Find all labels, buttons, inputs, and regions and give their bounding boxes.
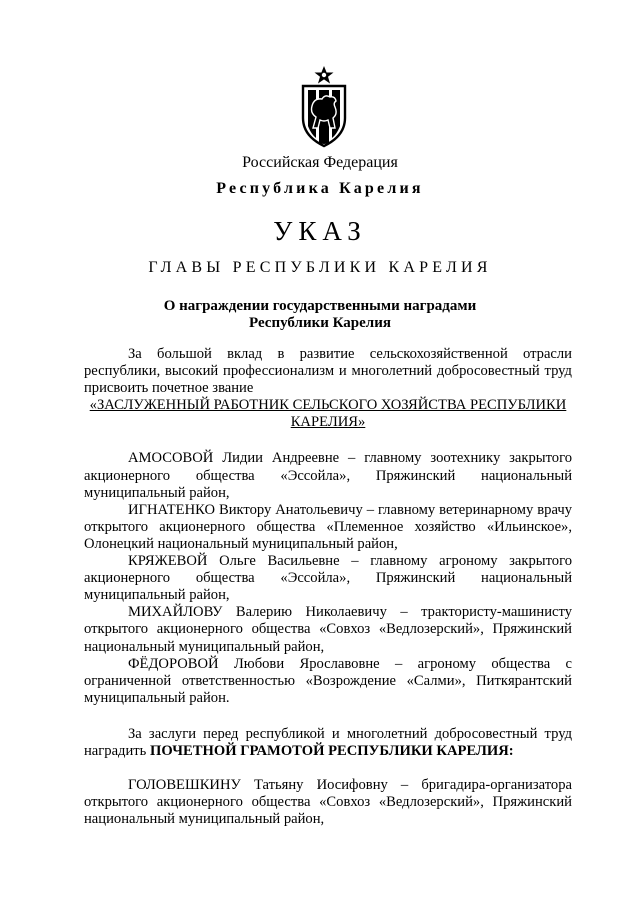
awardee-paragraph: ФЁДОРОВОЙ Любови Ярославовне – агроному общества с ограниченной ответственностью «Возрождение «Салми», Питкярантский муниципальный район.: [84, 655, 572, 706]
awardee-paragraph: ИГНАТЕНКО Виктору Анатольевичу – главному ветеринарному врачу открытого акционерного общества «Племенное хозяйство «Ильинское», Олонецкий национальный муниципальный район,: [84, 501, 572, 552]
federation-name: Российская Федерация: [242, 154, 398, 171]
republic-name: Республика Карелия: [216, 180, 424, 197]
award-name: ПОЧЕТНОЙ ГРАМОТОЙ РЕСПУБЛИКИ КАРЕЛИЯ:: [149, 742, 514, 759]
honorary-title: «ЗАСЛУЖЕННЫЙ РАБОТНИК СЕЛЬСКОГО ХОЗЯЙСТВА РЕСПУБЛИКИ КАРЕЛИЯ»: [89, 397, 567, 431]
karelia-coat-of-arms-icon: [298, 66, 350, 148]
document-issuer: ГЛАВЫ РЕСПУБЛИКИ КАРЕЛИЯ: [148, 259, 492, 276]
document-type: УКАЗ: [273, 216, 367, 246]
awardee-paragraph: КРЯЖЕВОЙ Ольге Васильевне – главному агроному закрытого акционерного общества «Эссойла», Пряжинский национальный муниципальный район,: [84, 553, 572, 604]
section1-intro: За большой вклад в развитие сельскохозяйственной отрасли республики, высокий профессионализм и многолетний добросовестный труд присвоить почетное звание: [84, 346, 572, 397]
awardee-paragraph: АМОСОВОЙ Лидии Андреевне – главному зоотехнику закрытого акционерного общества «Эссойла», Пряжинский национальный муниципальный район,: [84, 450, 572, 501]
document-subject: [0, 298, 640, 332]
section2-intro-text: За заслуги перед республикой и многолетний добросовестный труд наградить: [84, 725, 572, 759]
awardee-paragraph: МИХАЙЛОВУ Валерию Николаевичу – трактористу-машинисту открытого акционерного общества «Совхоз «Ведлозерский», Пряжинский национальный муниципальный район,: [84, 604, 572, 655]
section2-intro: [84, 726, 572, 760]
document-body: [84, 346, 572, 828]
subject-line-1: О награждении государственными наградами: [163, 298, 477, 314]
subject-line-2: Республики Карелия: [249, 315, 391, 331]
awardee-paragraph: ГОЛОВЕШКИНУ Татьяну Иосифовну – бригадира-организатора открытого акционерного общества «Совхоз «Ведлозерский», Пряжинский национальный муниципальный район,: [84, 777, 572, 828]
